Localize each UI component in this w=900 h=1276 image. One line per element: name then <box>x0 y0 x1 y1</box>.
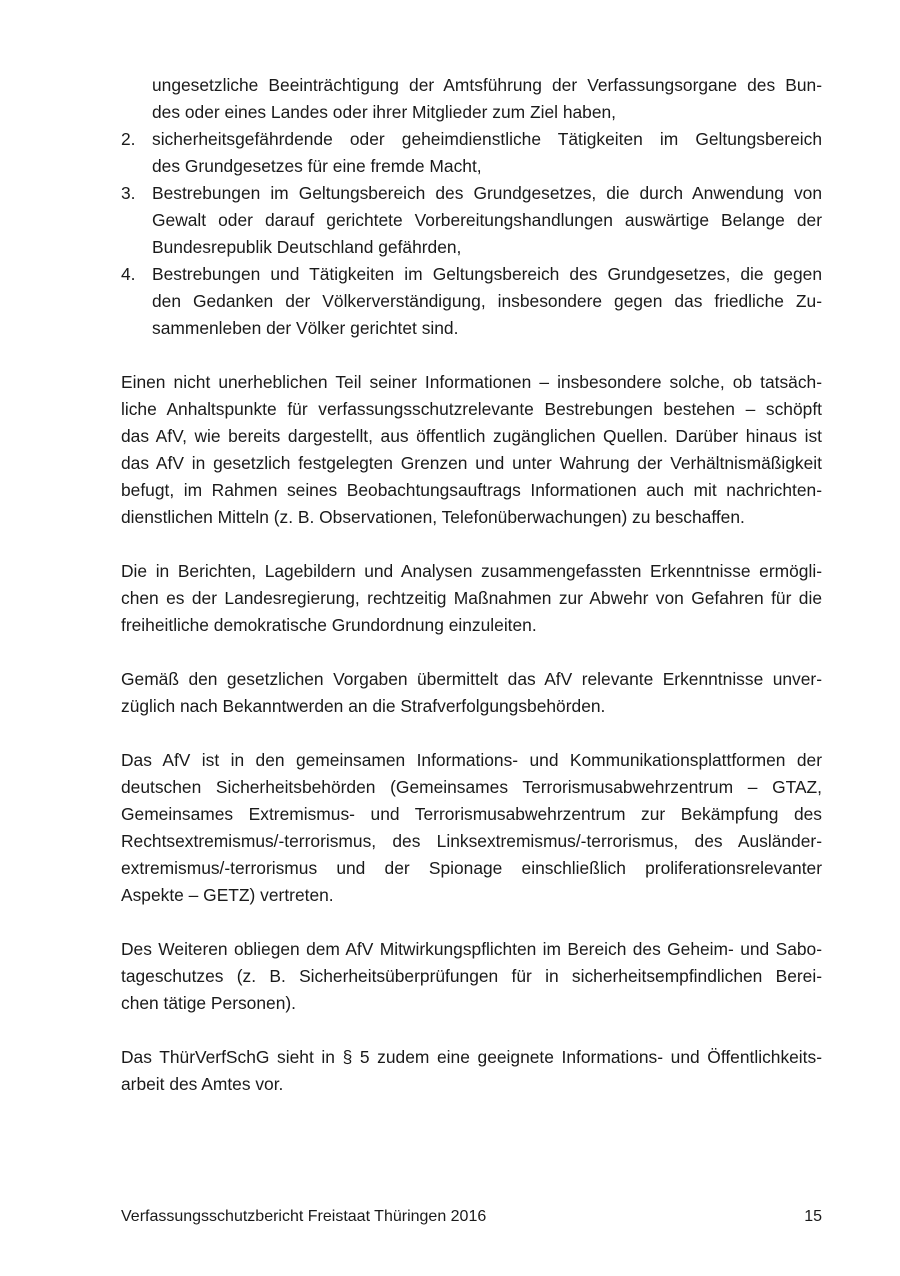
list-number: 2. <box>121 129 136 149</box>
text-line: Gewalt oder darauf gerichtete Vorbereitungshandlungen auswärtige Belange der <box>152 210 822 230</box>
text-line: dienstlichen Mitteln (z. B. Observationen, Telefonüberwachungen) zu beschaffen. <box>121 507 745 527</box>
footer-title: Verfassungsschutzbericht Freistaat Thüringen 2016 <box>121 1208 487 1225</box>
list-item-4 <box>121 261 822 342</box>
text-line: Die in Berichten, Lagebildern und Analysen zusammengefassten Erkenntnisse ermögli- <box>121 561 822 581</box>
text-line: züglich nach Bekanntwerden an die Strafverfolgungsbehörden. <box>121 696 606 716</box>
text-line: extremismus/-terrorismus und der Spionage einschließlich proliferationsrelevanter <box>121 858 822 878</box>
page-footer <box>121 1206 822 1228</box>
text-line: Aspekte – GETZ) vertreten. <box>121 885 334 905</box>
text-line: Gemeinsames Extremismus- und Terrorismusabwehrzentrum zur Bekämpfung des <box>121 804 822 824</box>
paragraph-gap <box>121 909 822 936</box>
text-line: chen es der Landesregierung, rechtzeitig Maßnahmen zur Abwehr von Gefahren für die <box>121 588 822 608</box>
text-line: Rechtsextremismus/-terrorismus, des Linksextremismus/-terrorismus, des Ausländer- <box>121 831 822 851</box>
list-text: sicherheitsgefährdende oder geheimdienstliche Tätigkeiten im Geltungsbereich <box>152 129 822 149</box>
paragraph-gap <box>121 342 822 369</box>
text-line: sammenleben der Völker gerichtet sind. <box>152 318 459 338</box>
text-line: des Grundgesetzes für eine fremde Macht, <box>152 156 482 176</box>
text-line: arbeit des Amtes vor. <box>121 1074 284 1094</box>
text-line: Bundesrepublik Deutschland gefährden, <box>152 237 462 257</box>
text-line <box>121 180 822 207</box>
text-line: Das ThürVerfSchG sieht in § 5 zudem eine geeignete Informations- und Öffentlichkeits- <box>121 1047 822 1067</box>
text-line: das AfV in gesetzlich festgelegten Grenzen und unter Wahrung der Verhältnismäßigkeit <box>121 453 822 473</box>
paragraph-gap <box>121 639 822 666</box>
list-continuation <box>121 72 822 126</box>
text-line: liche Anhaltspunkte für verfassungsschutzrelevante Bestrebungen bestehen – schöpft <box>121 399 822 419</box>
text-line: tageschutzes (z. B. Sicherheitsüberprüfungen für in sicherheitsempfindlichen Berei- <box>121 966 822 986</box>
text-line: chen tätige Personen). <box>121 993 296 1013</box>
list-text: Bestrebungen und Tätigkeiten im Geltungsbereich des Grundgesetzes, die gegen <box>152 264 822 284</box>
paragraph-gap <box>121 720 822 747</box>
list-number: 3. <box>121 183 136 203</box>
text-line: des oder eines Landes oder ihrer Mitglieder zum Ziel haben, <box>152 102 617 122</box>
paragraph-secrecy <box>121 936 822 1017</box>
text-line: Einen nicht unerheblichen Teil seiner Informationen – insbesondere solche, ob tatsäch- <box>121 372 822 392</box>
text-line: Gemäß den gesetzlichen Vorgaben übermittelt das AfV relevante Erkenntnisse unver- <box>121 669 822 689</box>
text-line: Des Weiteren obliegen dem AfV Mitwirkungspflichten im Bereich des Geheim- und Sabo- <box>121 939 822 959</box>
text-line: das AfV, wie bereits dargestellt, aus öffentlich zugänglichen Quellen. Darüber hinaus ist <box>121 426 822 446</box>
paragraph-gap <box>121 1017 822 1044</box>
document-page <box>121 72 822 1098</box>
paragraph-sources <box>121 369 822 531</box>
list-item-2 <box>121 126 822 180</box>
page-number: 15 <box>804 1208 822 1225</box>
text-line <box>121 126 822 153</box>
text-line: ungesetzliche Beeinträchtigung der Amtsführung der Verfassungsorgane des Bun- <box>152 75 822 95</box>
text-line: deutschen Sicherheitsbehörden (Gemeinsames Terrorismusabwehrzentrum – GTAZ, <box>121 777 822 797</box>
text-line: freiheitliche demokratische Grundordnung einzuleiten. <box>121 615 537 635</box>
list-text: Bestrebungen im Geltungsbereich des Grundgesetzes, die durch Anwendung von <box>152 183 822 203</box>
paragraph-findings <box>121 558 822 639</box>
text-line: den Gedanken der Völkerverständigung, insbesondere gegen das friedliche Zu- <box>152 291 822 311</box>
list-item-3 <box>121 180 822 261</box>
paragraph-transmission <box>121 666 822 720</box>
paragraph-platforms <box>121 747 822 909</box>
text-line: Das AfV ist in den gemeinsamen Informations- und Kommunikationsplattformen der <box>121 750 822 770</box>
list-number: 4. <box>121 264 136 284</box>
text-line: befugt, im Rahmen seines Beobachtungsauftrags Informationen auch mit nachrichten- <box>121 480 822 500</box>
text-line <box>121 261 822 288</box>
paragraph-public-relations <box>121 1044 822 1098</box>
paragraph-gap <box>121 531 822 558</box>
